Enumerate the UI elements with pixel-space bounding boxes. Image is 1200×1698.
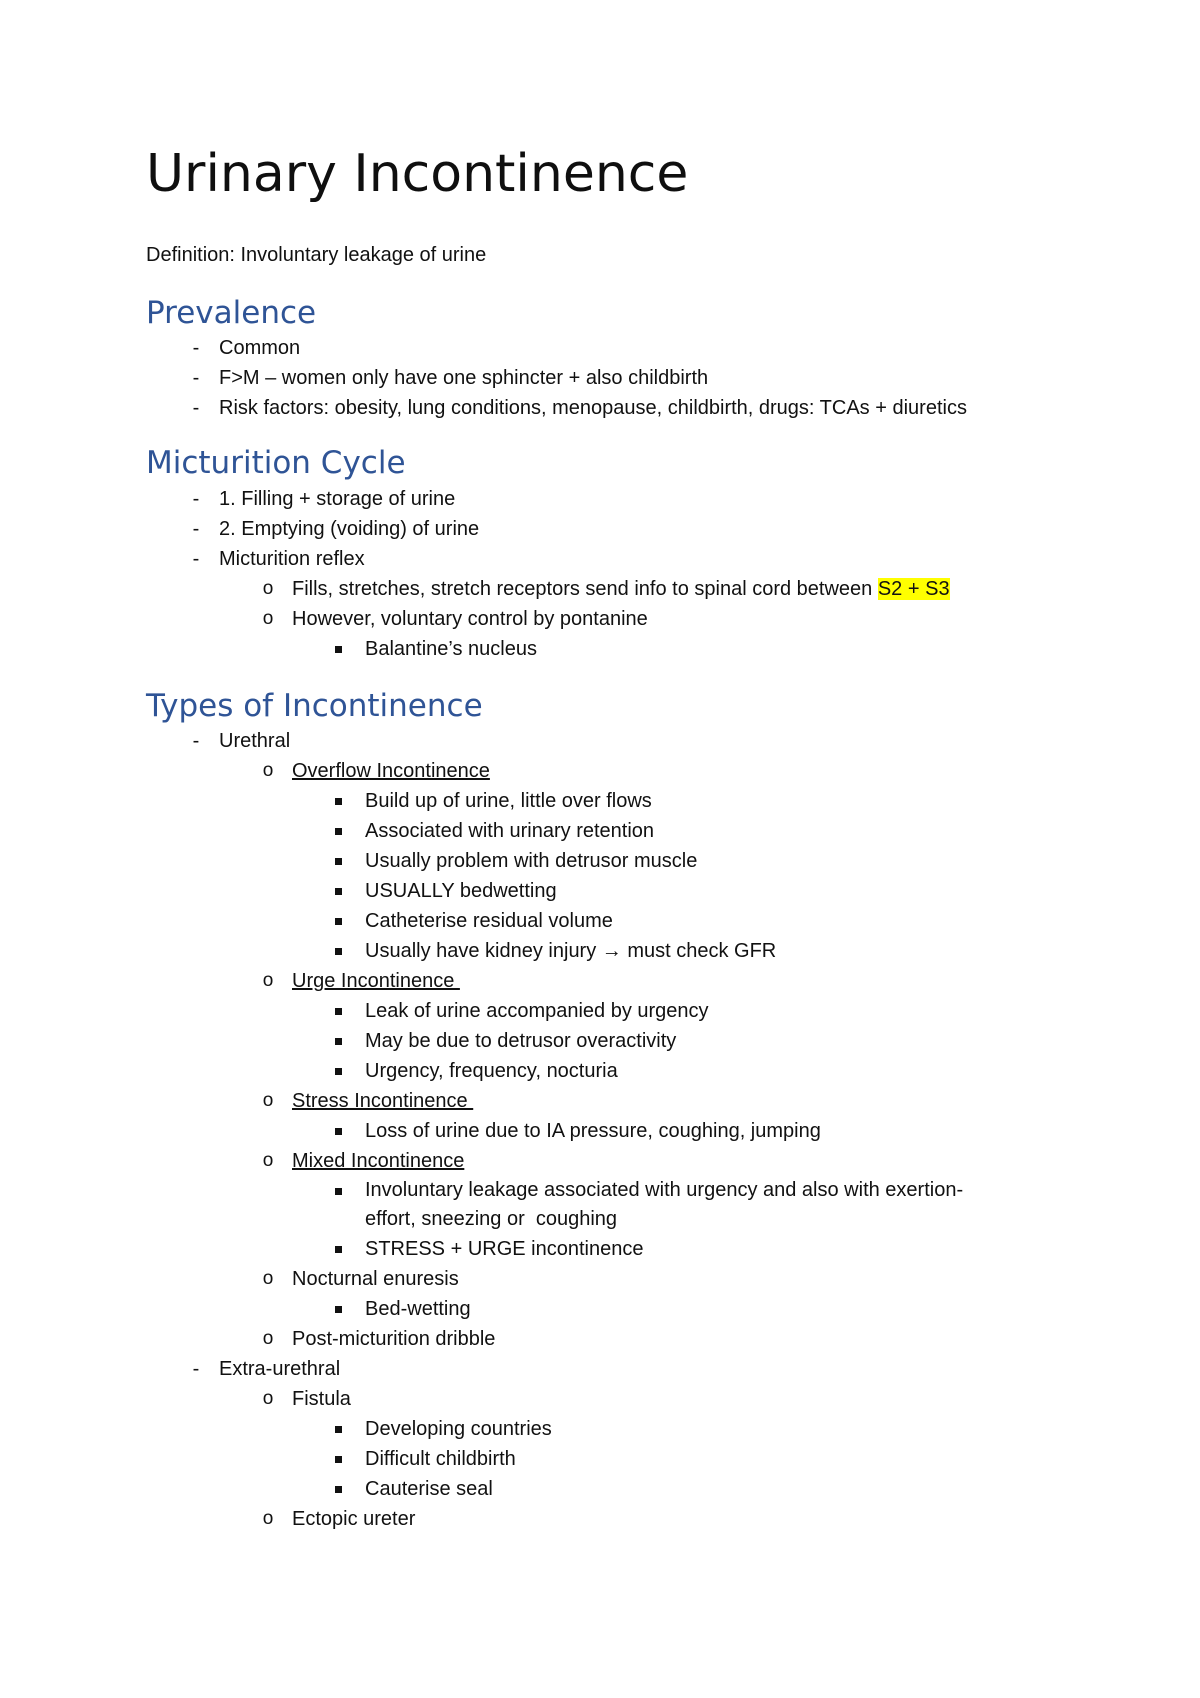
list-item: Leak of urine accompanied by urgency (146, 996, 1066, 1026)
list-item: Urgency, frequency, nocturia (146, 1056, 1066, 1086)
square-bullet-icon (335, 1188, 342, 1195)
list-item: o Urge Incontinence (146, 966, 1066, 996)
list-item: Involuntary leakage associated with urgency and also with exertion- (146, 1176, 1066, 1205)
list-item: Developing countries (146, 1414, 1066, 1444)
circle-bullet: o (262, 760, 274, 781)
square-bullet-icon (335, 1068, 342, 1075)
square-bullet-icon (335, 1456, 342, 1463)
heading-prevalence: Prevalence (146, 295, 317, 331)
dash-bullet: - (192, 488, 200, 510)
dash-bullet: - (192, 548, 200, 570)
circle-bullet: o (262, 608, 274, 629)
micturition-list (146, 484, 1066, 664)
square-bullet-icon (335, 858, 342, 865)
highlighted-text: S2 + S3 (877, 578, 950, 600)
square-bullet-icon (335, 798, 342, 805)
square-bullet-icon (335, 918, 342, 925)
square-bullet-icon (335, 646, 342, 653)
dash-bullet: - (192, 397, 200, 419)
circle-bullet: o (262, 1150, 274, 1171)
list-item: - Micturition reflex (146, 544, 1066, 574)
list-item: Bed-wetting (146, 1294, 1066, 1324)
circle-bullet: o (262, 1268, 274, 1289)
list-item: Catheterise residual volume (146, 906, 1066, 936)
list-item: o Mixed Incontinence (146, 1146, 1066, 1176)
list-item: o Fills, stretches, stretch receptors send info to spinal cord between S2 + S3 (146, 574, 1066, 604)
circle-bullet: o (262, 970, 274, 991)
square-bullet-icon (335, 1246, 342, 1253)
list-item-continuation: effort, sneezing or coughing (365, 1208, 618, 1230)
definition-text: Definition: Involuntary leakage of urine (146, 244, 487, 266)
list-item: Cauterise seal (146, 1474, 1066, 1504)
circle-bullet: o (262, 578, 274, 599)
list-item: Usually have kidney injury → must check GFR (146, 936, 1066, 966)
heading-types-of-incontinence: Types of Incontinence (146, 688, 483, 724)
circle-bullet: o (262, 1090, 274, 1111)
circle-bullet: o (262, 1328, 274, 1349)
list-item: Associated with urinary retention (146, 816, 1066, 846)
list-item: Difficult childbirth (146, 1444, 1066, 1474)
list-item: STRESS + URGE incontinence (146, 1234, 1066, 1264)
square-bullet-icon (335, 1486, 342, 1493)
circle-bullet: o (262, 1508, 274, 1529)
list-item: Usually problem with detrusor muscle (146, 846, 1066, 876)
list-item: o Stress Incontinence (146, 1086, 1066, 1116)
square-bullet-icon (335, 1038, 342, 1045)
square-bullet-icon (335, 1008, 342, 1015)
circle-bullet: o (262, 1388, 274, 1409)
list-item: o Overflow Incontinence (146, 756, 1066, 786)
page-title: Urinary Incontinence (146, 144, 689, 204)
list-item: o Ectopic ureter (146, 1504, 1066, 1534)
square-bullet-icon (335, 1128, 342, 1135)
dash-bullet: - (192, 1358, 200, 1380)
list-item: - 2. Emptying (voiding) of urine (146, 514, 1066, 544)
prevalence-list (146, 333, 1066, 423)
square-bullet-icon (335, 1306, 342, 1313)
list-item: May be due to detrusor overactivity (146, 1026, 1066, 1056)
dash-bullet: - (192, 367, 200, 389)
list-item: - Urethral (146, 726, 1066, 756)
arrow-right-icon: → (601, 940, 622, 962)
list-item: - F>M – women only have one sphincter + also childbirth (146, 363, 1066, 393)
list-item: Loss of urine due to IA pressure, coughing, jumping (146, 1116, 1066, 1146)
list-item: - 1. Filling + storage of urine (146, 484, 1066, 514)
square-bullet-icon (335, 888, 342, 895)
dash-bullet: - (192, 337, 200, 359)
list-item: - Extra-urethral (146, 1354, 1066, 1384)
list-item: - Risk factors: obesity, lung conditions, menopause, childbirth, drugs: TCAs + diuretics (146, 393, 1066, 423)
heading-micturition-cycle: Micturition Cycle (146, 445, 406, 481)
square-bullet-icon (335, 948, 342, 955)
dash-bullet: - (192, 518, 200, 540)
list-item: o Nocturnal enuresis (146, 1264, 1066, 1294)
list-item: o Fistula (146, 1384, 1066, 1414)
list-item: Build up of urine, little over flows (146, 786, 1066, 816)
list-item: o Post-micturition dribble (146, 1324, 1066, 1354)
list-item: o However, voluntary control by pontanine (146, 604, 1066, 634)
list-item: - Common (146, 333, 1066, 363)
dash-bullet: - (192, 730, 200, 752)
types-list (146, 726, 1066, 1534)
list-item: Balantine’s nucleus (146, 634, 1066, 664)
square-bullet-icon (335, 828, 342, 835)
list-item: USUALLY bedwetting (146, 876, 1066, 906)
square-bullet-icon (335, 1426, 342, 1433)
